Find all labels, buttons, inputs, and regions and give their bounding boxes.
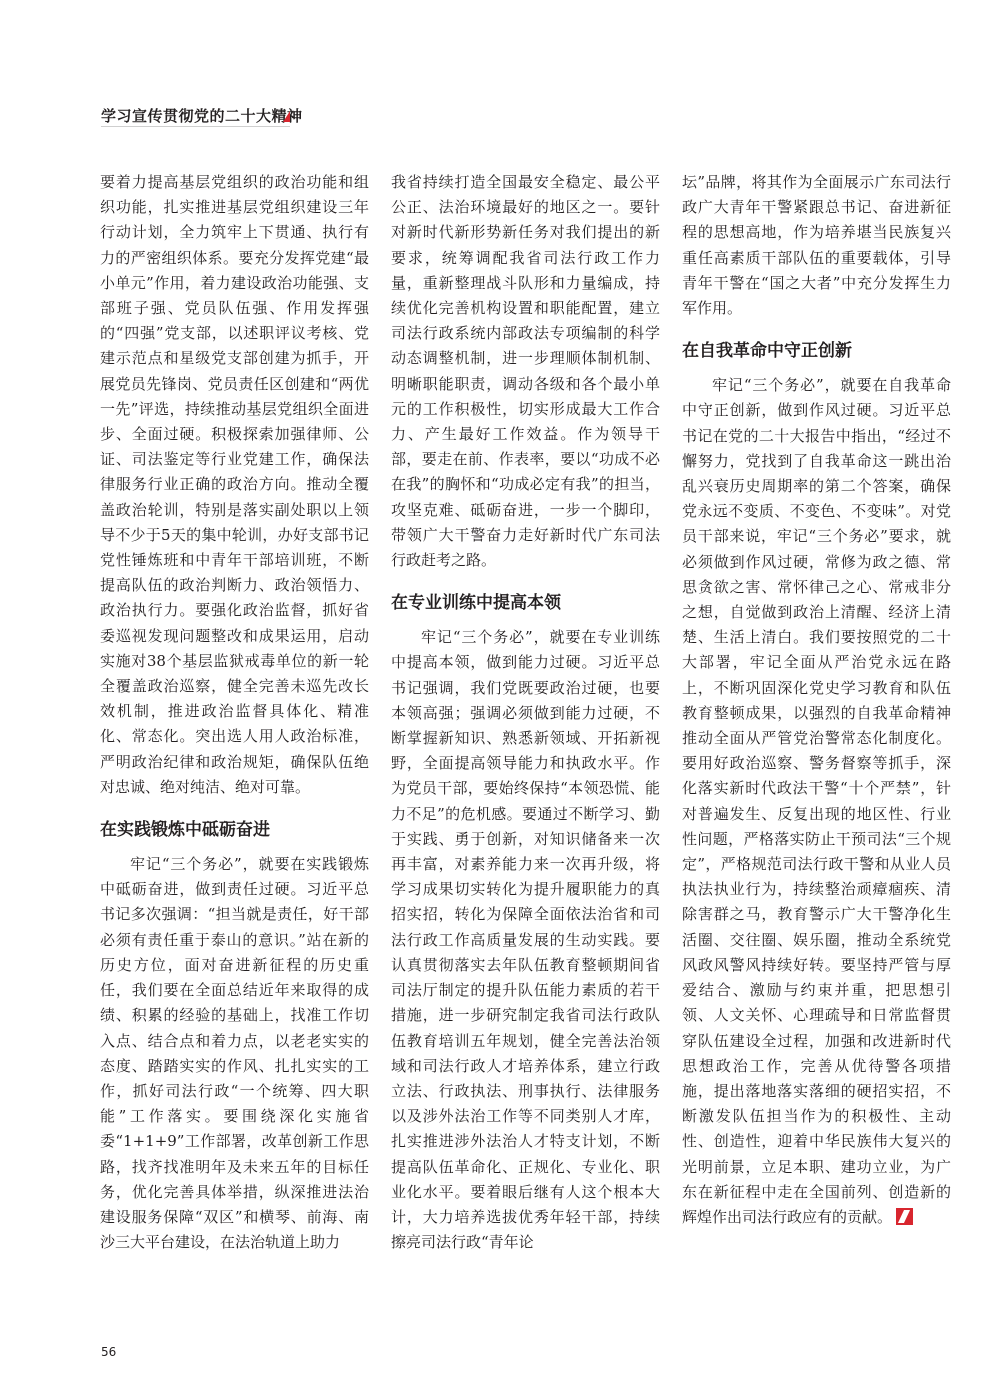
article-end-icon [896,1208,913,1225]
paragraph: 牢记“三个务必”，就要在专业训练中提高本领，做到能力过硬。习近平总书记强调，我们党既要政治过硬，也要本领高强；强调必须做到能力过硬，不断掌握新知识、熟悉新领域、开拓新视野，全面提高领导能力和执政水平。作为党员干部，要始终保持“本领恐慌、能力不足”的危机感。要通过不断学习、勤于实践、勇于创新，对知识储备来一次再丰富，对素养能力来一次再升级，将学习成果切实转化为提升履职能力的真招实招，转化为保障全面依法治省和司法行政工作高质量发展的生动实践。要认真贯彻落实去年队伍教育整顿期间省司法厅制定的提升队伍能力素质的若干措施，进一步研究制定我省司法行政队伍教育培训五年规划，健全完善法治领域和司法行政人才培养体系，建立行政立法、行政执法、刑事执行、法律服务以及涉外法治工作等不同类别人才库，扎实推进涉外法治人才特支计划，不断提高队伍革命化、正规化、专业化、职业化水平。要着眼后继有人这个根本大计，大力培养选拔优秀年轻干部，持续擦亮司法行政“青年论 [391,628,660,1252]
article-column-3 [682,170,951,1230]
paragraph-final [682,373,951,1230]
page-number: 56 [101,1345,117,1359]
paragraph: 我省持续打造全国最安全稳定、最公平公正、法治环境最好的地区之一。要针对新时代新形势新任务对我们提出的新要求，统筹调配我省司法行政工作力量，重新整理战斗队形和力量编成，持续优化完善机构设置和职能配置，建立司法行政系统内部政法专项编制的科学动态调整机制，进一步理顺体制机制、明晰职能职责，调动各级和各个最小单元的工作积极性，切实形成最大工作合力、产生最好工作效益。作为领导干部，要走在前、作表率，要以“功成不必在我”的胸怀和“功成必定有我”的担当，攻坚克难、砥砺奋进，一步一个脚印，带领广大干警奋力走好新时代广东司法行政赶考之路。 [391,173,660,570]
paragraph: 坛”品牌，将其作为全面展示广东司法行政广大青年干警紧跟总书记、奋进新征程的思想高地，作为培养堪当民族复兴重任高素质干部队伍的重要载体，引导青年干警在“国之大者”中充分发挥生力军作用。 [682,173,951,318]
header-rule [101,126,290,127]
paragraph: 要着力提高基层党组织的政治功能和组织功能，扎实推进基层党组织建设三年行动计划，全力筑牢上下贯通、执行有力的严密组织体系。要充分发挥党建“最小单元”作用，着力建设政治功能强、支部班子强、党员队伍强、作用发挥强的“四强”党支部，以述职评议考核、党建示范点和星级党支部创建为抓手，开展党员先锋岗、党员责任区创建和“两优一先”评选，持续推动基层党组织全面进步、全面过硬。积极探索加强律师、公证、司法鉴定等行业党建工作，确保法律服务行业正确的政治方向。推动全覆盖政治轮训，特别是落实副处职以上领导不少于5天的集中轮训，办好支部书记党性锤炼班和中青年干部培训班，不断提高队伍的政治判断力、政治领悟力、政治执行力。要强化政治监督，抓好省委巡视发现问题整改和成果运用，启动实施对38个基层监狱戒毒单位的新一轮全覆盖政治巡察，健全完善未巡先改长效机制，推进政治监督具体化、精准化、常态化。突出选人用人政治标准，严明政治纪律和政治规矩，确保队伍绝对忠诚、绝对纯洁、绝对可靠。 [100,173,369,796]
article-column-2 [391,170,660,1255]
section-heading-practice: 在实践锻炼中砥砺奋进 [100,820,270,841]
paragraph-text: 牢记“三个务必”，就要在自我革命中守正创新，做到作风过硬。习近平总书记在党的二十大报告中指出，“经过不懈努力，党找到了自我革命这一跳出治乱兴衰历史周期率的第二个答案，确保党永远不变质、不变色、不变味”。对党员干部来说，牢记“三个务必”要求，就必须做到作风过硬，常修为政之德、常思贪欲之害、常怀律己之心、常戒非分之想，自觉做到政治上清醒、经济上清楚、生活上清白。我们要按照党的二十大部署，牢记全面从严治党永远在路上，不断巩固深化党史学习教育和队伍教育整顿成果，以强烈的自我革命精神推动全面从严管党治警常态化制度化。要用好政治巡察、警务督察等抓手，深化落实新时代政法干警“十个严禁”，针对普遍发生、反复出现的地区性、行业性问题，严格落实防止干预司法“三个规定”，严格规范司法行政干警和从业人员执法执业行为，持续整治顽瘴痼疾、清除害群之马，教育警示广大干警净化生活圈、交往圈、娱乐圈，推动全系统党风政风警风持续好转。要坚持严管与厚爱结合、激励与约束并重，把思想引领、人文关怀、心理疏导和日常监督贯穿队伍建设全过程，加强和改进新时代思想政治工作，完善从优待警各项措施，提出落地落实落细的硬招实招，不断激发队伍担当作为的积极性、主动性、创造性，迎着中华民族伟大复兴的光明前景，立足本职、建功立业，为广东在新征程中走在全国前列、创造新的辉煌作出司法行政应有的贡献。 [682,376,951,1226]
section-heading-self-revolution: 在自我革命中守正创新 [682,341,852,362]
article-column-1 [100,170,369,1255]
paragraph: 牢记“三个务必”，就要在实践锻炼中砥砺奋进，做到责任过硬。习近平总书记多次强调：“担当就是责任，好干部必须有责任重于泰山的意识。”站在新的历史方位，面对奋进新征程的历史重任，我们要在全面总结近年来取得的成绩、积累的经验的基础上，找准工作切入点、结合点和着力点，以老老实实的态度、踏踏实实的作风、扎扎实实的工作，抓好司法行政“一个统筹、四大职能”工作落实。要围绕深化实施省委“1+1+9”工作部署，改革创新工作思路，找齐找准明年及未来五年的目标任务，优化完善具体举措，纵深推进法治建设服务保障“双区”和横琴、前海、南沙三大平台建设，在法治轨道上助力 [100,855,369,1252]
header-accent-mark [283,111,290,122]
section-header-title: 学习宣传贯彻党的二十大精神 [101,107,303,125]
section-heading-training: 在专业训练中提高本领 [391,593,561,614]
